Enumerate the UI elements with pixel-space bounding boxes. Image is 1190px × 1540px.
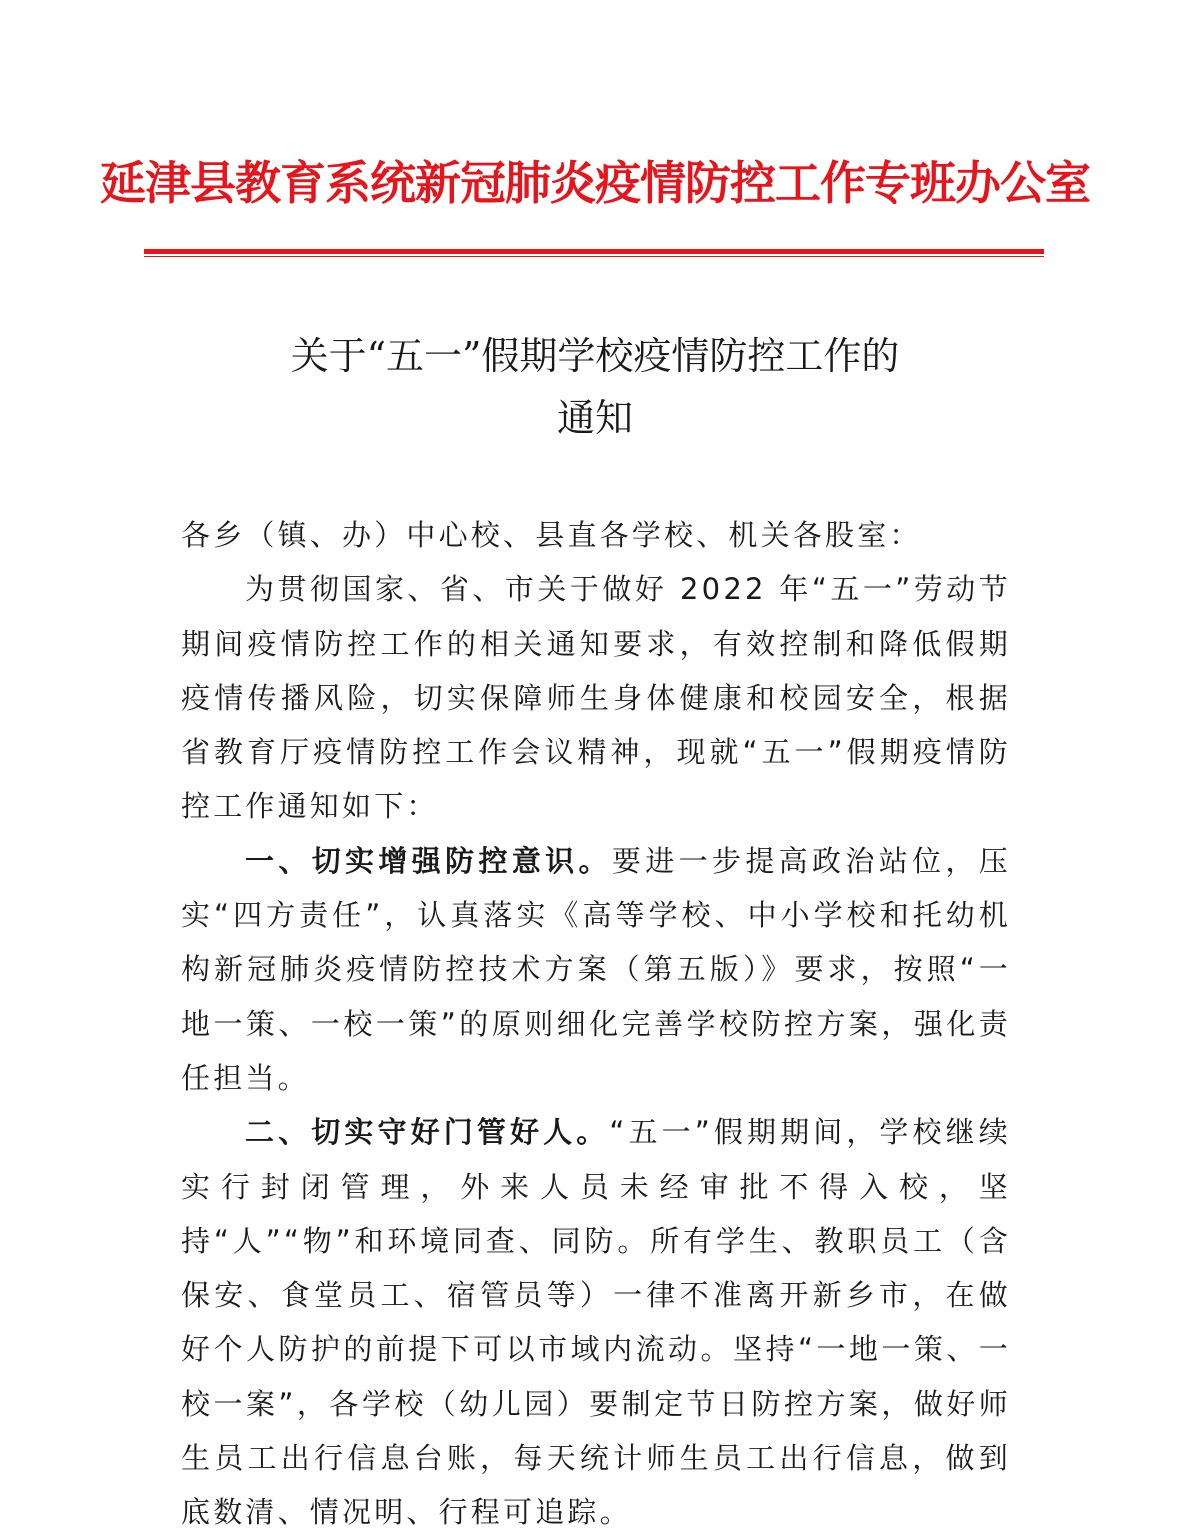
document-title-line-2: 通知	[556, 396, 633, 440]
section-text-2: “五一”假期期间，学校继续实行封闭管理，外来人员未经审批不得入校，坚持“人”“物”和环境同查、同防。所有学生、教职员工（含保安、食堂员工、宿管员等）一律不准离开新乡市，在做好个人防护的前提下可以市域内流动。坚持“一地一策、一校一案”，各学校（幼儿园）要制定节日防控方案，做好师生员工出行信息台账，每天统计师生员工出行信息，做到底数清、情况明、行程可追踪。	[181, 1115, 1011, 1530]
section-paragraph-2	[181, 1105, 1011, 1539]
document-body	[181, 508, 1011, 1540]
document-title-line-1: 关于“五一”假期学校疫情防控工作的	[290, 334, 900, 378]
section-heading-2: 二、切实守好门管好人。	[245, 1115, 610, 1150]
addressee: 各乡（镇、办）中心校、县直各学校、机关各股室：	[181, 518, 922, 552]
header-red-rule-thin	[144, 256, 1044, 257]
header-red-rule-thick	[144, 249, 1044, 254]
document-title	[0, 325, 1190, 449]
section-paragraph-1	[181, 834, 1011, 1105]
section-text-1: 要进一步提高政治站位，压实“四方责任”，认真落实《高等学校、中小学校和托幼机构新冠肺炎疫情防控技术方案（第五版）》要求，按照“一地一策、一校一策”的原则细化完善学校防控方案，强化责任担当。	[181, 843, 1012, 1095]
intro-paragraph: 为贯彻国家、省、市关于做好 2022 年“五一”劳动节期间疫情防控工作的相关通知要求，有效控制和降低假期疫情传播风险，切实保障师生身体健康和校园安全，根据省教育厅疫情防控工作会议精神，现就“五一”假期疫情防控工作通知如下：	[181, 572, 1011, 824]
org-header-title: 延津县教育系统新冠肺炎疫情防控工作专班办公室	[100, 156, 1090, 210]
section-heading-1: 一、切实增强防控意识。	[245, 843, 612, 878]
